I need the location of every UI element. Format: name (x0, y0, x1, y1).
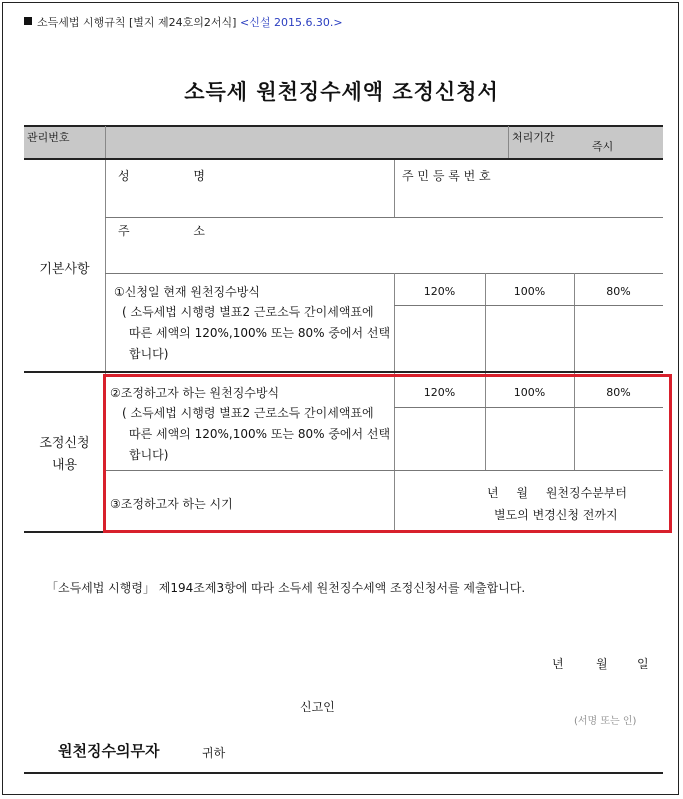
desired-option-120[interactable]: 120% (423, 386, 456, 399)
recipient-suffix: 귀하 (202, 746, 226, 760)
adjust-section-label: 조정신청 내용 (39, 436, 90, 473)
current-option-120[interactable]: 120% (423, 285, 456, 298)
bottom-border (24, 772, 663, 774)
mgmt-no-label: 관리번호 (27, 131, 70, 144)
period-label: 처리기간 (512, 131, 555, 144)
current-method-desc: ( 소득세법 시행령 별표2 근로소득 간이세액표에 따른 세액의 120%,100% 또는 80% 중에서 선택 합니다) (122, 305, 391, 361)
form-header (24, 14, 343, 30)
desired-method-desc: ( 소득세법 시행령 별표2 근로소득 간이세액표에 따른 세액의 120%,100% 또는 80% 중에서 선택 합니다) (122, 406, 391, 462)
current-method-label: ①신청일 현재 원천징수방식 (114, 285, 260, 299)
page-title: 소득세 원천징수세액 조정신청서 (184, 80, 499, 104)
date-month[interactable]: 월 (596, 657, 608, 671)
timing-line-2: 별도의 변경신청 전까지 (494, 508, 618, 522)
signature-hint[interactable]: (서명 또는 인) (574, 716, 637, 727)
timing-line-1[interactable]: 년 월 원천징수분부터 (487, 486, 627, 500)
rrn-label: 주 민 등 록 번 호 (402, 169, 491, 183)
address-label: 주 소 (118, 224, 205, 238)
law-name: 소득세법 시행규칙 (37, 16, 126, 29)
reporter-label: 신고인 (300, 700, 335, 714)
desired-option-100[interactable]: 100% (513, 386, 546, 399)
date-year[interactable]: 년 (552, 657, 564, 671)
square-bullet-icon (24, 17, 32, 25)
table-top-border (24, 125, 663, 127)
timing-label: ③조정하고자 하는 시기 (110, 497, 233, 511)
period-value: 즉시 (592, 140, 614, 153)
form-number: [별지 제24호의2서식] (129, 16, 237, 29)
date-day[interactable]: 일 (637, 657, 649, 671)
desired-method-label: ②조정하고자 하는 원천징수방식 (110, 386, 280, 400)
desired-option-80[interactable]: 80% (606, 386, 631, 399)
name-label: 성 명 (118, 169, 205, 183)
highlight-box (103, 374, 672, 533)
basic-section-label: 기본사항 (39, 262, 90, 277)
current-option-80[interactable]: 80% (606, 285, 631, 298)
revision-note: <신설 2015.6.30.> (239, 16, 343, 29)
management-row (24, 126, 663, 158)
current-option-100[interactable]: 100% (513, 285, 546, 298)
submission-statement: 「소득세법 시행령」 제194조제3항에 따라 소득세 원천징수세액 조정신청서를 제출합니다. (46, 581, 526, 595)
recipient: 원천징수의무자 (58, 742, 160, 760)
